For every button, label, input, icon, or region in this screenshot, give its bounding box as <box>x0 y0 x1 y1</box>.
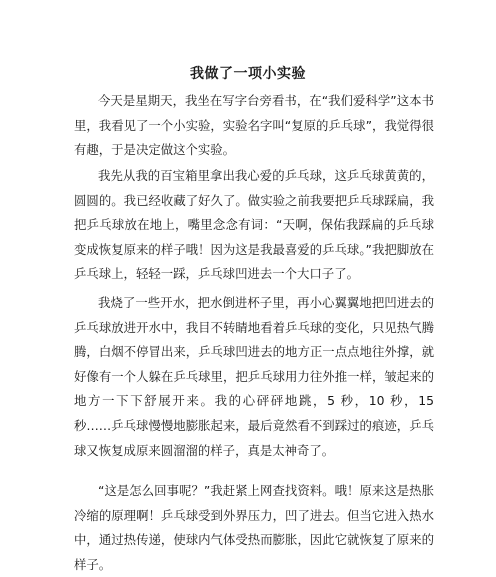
paragraph-2: 我先从我的百宝箱里拿出我心爱的乒乓球，这乒乓球黄黄的，圆圆的。我已经收藏了好久了。做实验之前我要把乒乓球踩扁，我把乒乓球放在地上，嘴里念念有词：“天啊，保佑我踩扁的乒乓球变成恢复原来的样子哦！因为这是我最喜爱的乒乓球。”我把脚放在乒乓球上，轻轻一踩，乒乓球凹进去一个大口子了。 <box>74 168 434 282</box>
paragraph-4: “这是怎么回事呢？”我赶紧上网查找资料。哦！原来这是热胀冷缩的原理啊！乒乓球受到外界压力，凹了进去。但当它进入热水中，通过热传递，使球内气体受热而膨胀，因此它就恢复了原来的样子。 <box>74 483 434 572</box>
paragraph-1: 今天是星期天，我坐在写字台旁看书，在“我们爱科学”这本书里，我看见了一个小实验，实验名字叫“复原的乒乓球”，我觉得很有趣，于是决定做这个实验。 <box>74 93 434 158</box>
document-title: 我做了一项小实验 <box>190 66 306 82</box>
paragraph-3: 我烧了一些开水，把水倒进杯子里，再小心翼翼地把凹进去的乒乓球放进开水中，我目不转睛地看着乒乓球的变化，只见热气腾腾，白烟不停冒出来，乒乓球凹进去的地方正一点点地往外撑，就好像有一个人躲在乒乓球里，把乒乓球用力往外推一样，皱起来的地方一下下舒展开来。我的心砰砰地跳，5 秒，10 秒，15 秒……乒乓球慢慢地膨胀起来，最后竟然看不到踩过的痕迹，乒乓球又恢复成原来圆溜溜的样子，真是太神奇了。 <box>74 295 434 458</box>
